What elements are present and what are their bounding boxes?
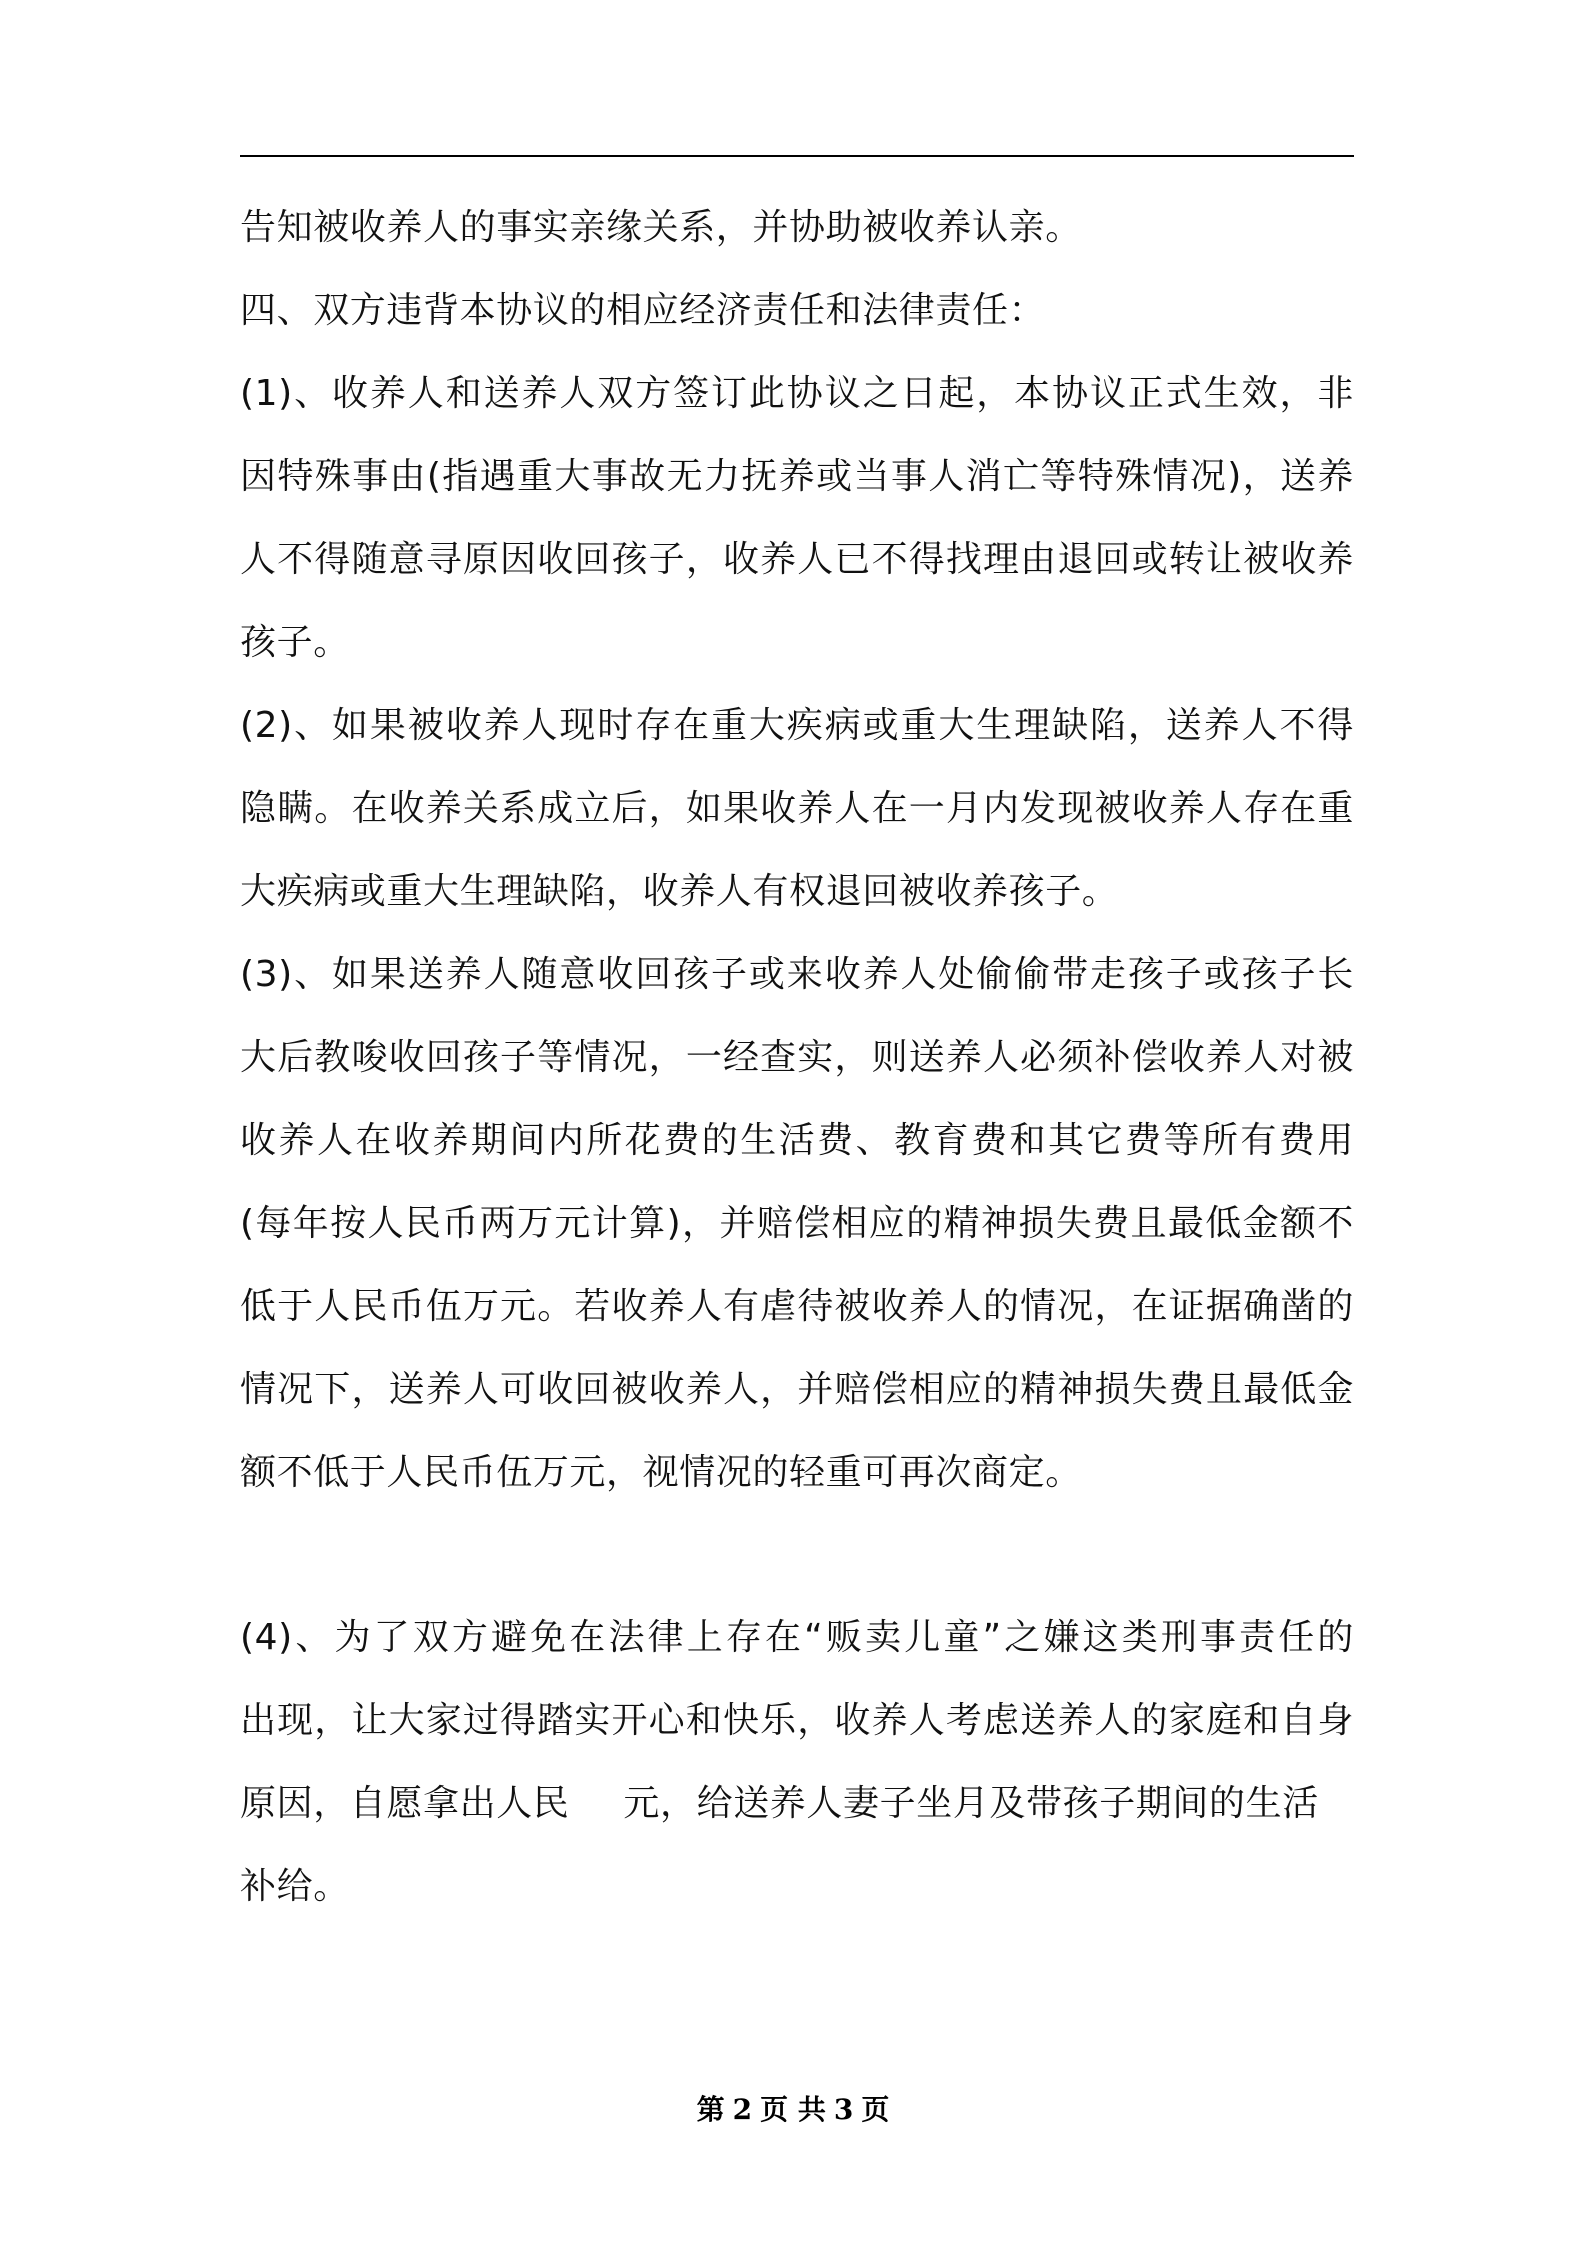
text-line: 低于人民币伍万元。若收养人有虐待被收养人的情况，在证据确凿的 <box>240 1286 1354 1327</box>
text-line: 大疾病或重大生理缺陷，收养人有权退回被收养孩子。 <box>240 871 1119 912</box>
header-rule <box>240 155 1354 157</box>
text-line: 因特殊事由(指遇重大事故无力抚养或当事人消亡等特殊情况)，送养 <box>240 456 1354 497</box>
text-line: 额不低于人民币伍万元，视情况的轻重可再次商定。 <box>240 1452 1082 1493</box>
text-line: 情况下，送养人可收回被收养人，并赔偿相应的精神损失费且最低金 <box>240 1369 1354 1410</box>
text-line <box>240 1776 1354 1832</box>
text-line: 孩子。 <box>240 622 350 663</box>
footer-total-pages: 3 <box>833 2093 854 2126</box>
footer-prefix: 第 <box>696 2093 725 2126</box>
text-line: (1)、收养人和送养人双方签订此协议之日起，本协议正式生效，非 <box>240 373 1354 414</box>
text-line: 出现，让大家过得踏实开心和快乐，收养人考虑送养人的家庭和自身 <box>240 1700 1354 1741</box>
text-line: (2)、如果被收养人现时存在重大疾病或重大生理缺陷，送养人不得 <box>240 705 1354 746</box>
text-line: 收养人在收养期间内所花费的生活费、教育费和其它费等所有费用 <box>240 1120 1354 1161</box>
text-line-suffix: 元，给送养人妻子坐月及带孩子期间的生活 <box>623 1783 1319 1824</box>
text-line: 隐瞒。在收养关系成立后，如果收养人在一月内发现被收养人存在重 <box>240 788 1354 829</box>
text-line: (4)、为了双方避免在法律上存在“贩卖儿童”之嫌这类刑事责任的 <box>240 1617 1354 1658</box>
text-line: 告知被收养人的事实亲缘关系，并协助被收养认亲。 <box>240 207 1082 248</box>
footer-middle: 页 共 <box>760 2093 826 2126</box>
text-line: 人不得随意寻原因收回孩子，收养人已不得找理由退回或转让被收养 <box>240 539 1354 580</box>
footer-current-page: 2 <box>732 2093 753 2126</box>
page-footer <box>0 2090 1586 2130</box>
text-line: 补给。 <box>240 1866 350 1907</box>
footer-suffix: 页 <box>861 2093 890 2126</box>
text-line-prefix: 原因，自愿拿出人民 <box>240 1783 570 1824</box>
text-line: (每年按人民币两万元计算)，并赔偿相应的精神损失费且最低金额不 <box>240 1203 1354 1244</box>
text-line: (3)、如果送养人随意收回孩子或来收养人处偷偷带走孩子或孩子长 <box>240 954 1354 995</box>
text-line: 大后教唆收回孩子等情况，一经查实，则送养人必须补偿收养人对被 <box>240 1037 1354 1078</box>
section-heading: 四、双方违背本协议的相应经济责任和法律责任： <box>240 290 1046 331</box>
